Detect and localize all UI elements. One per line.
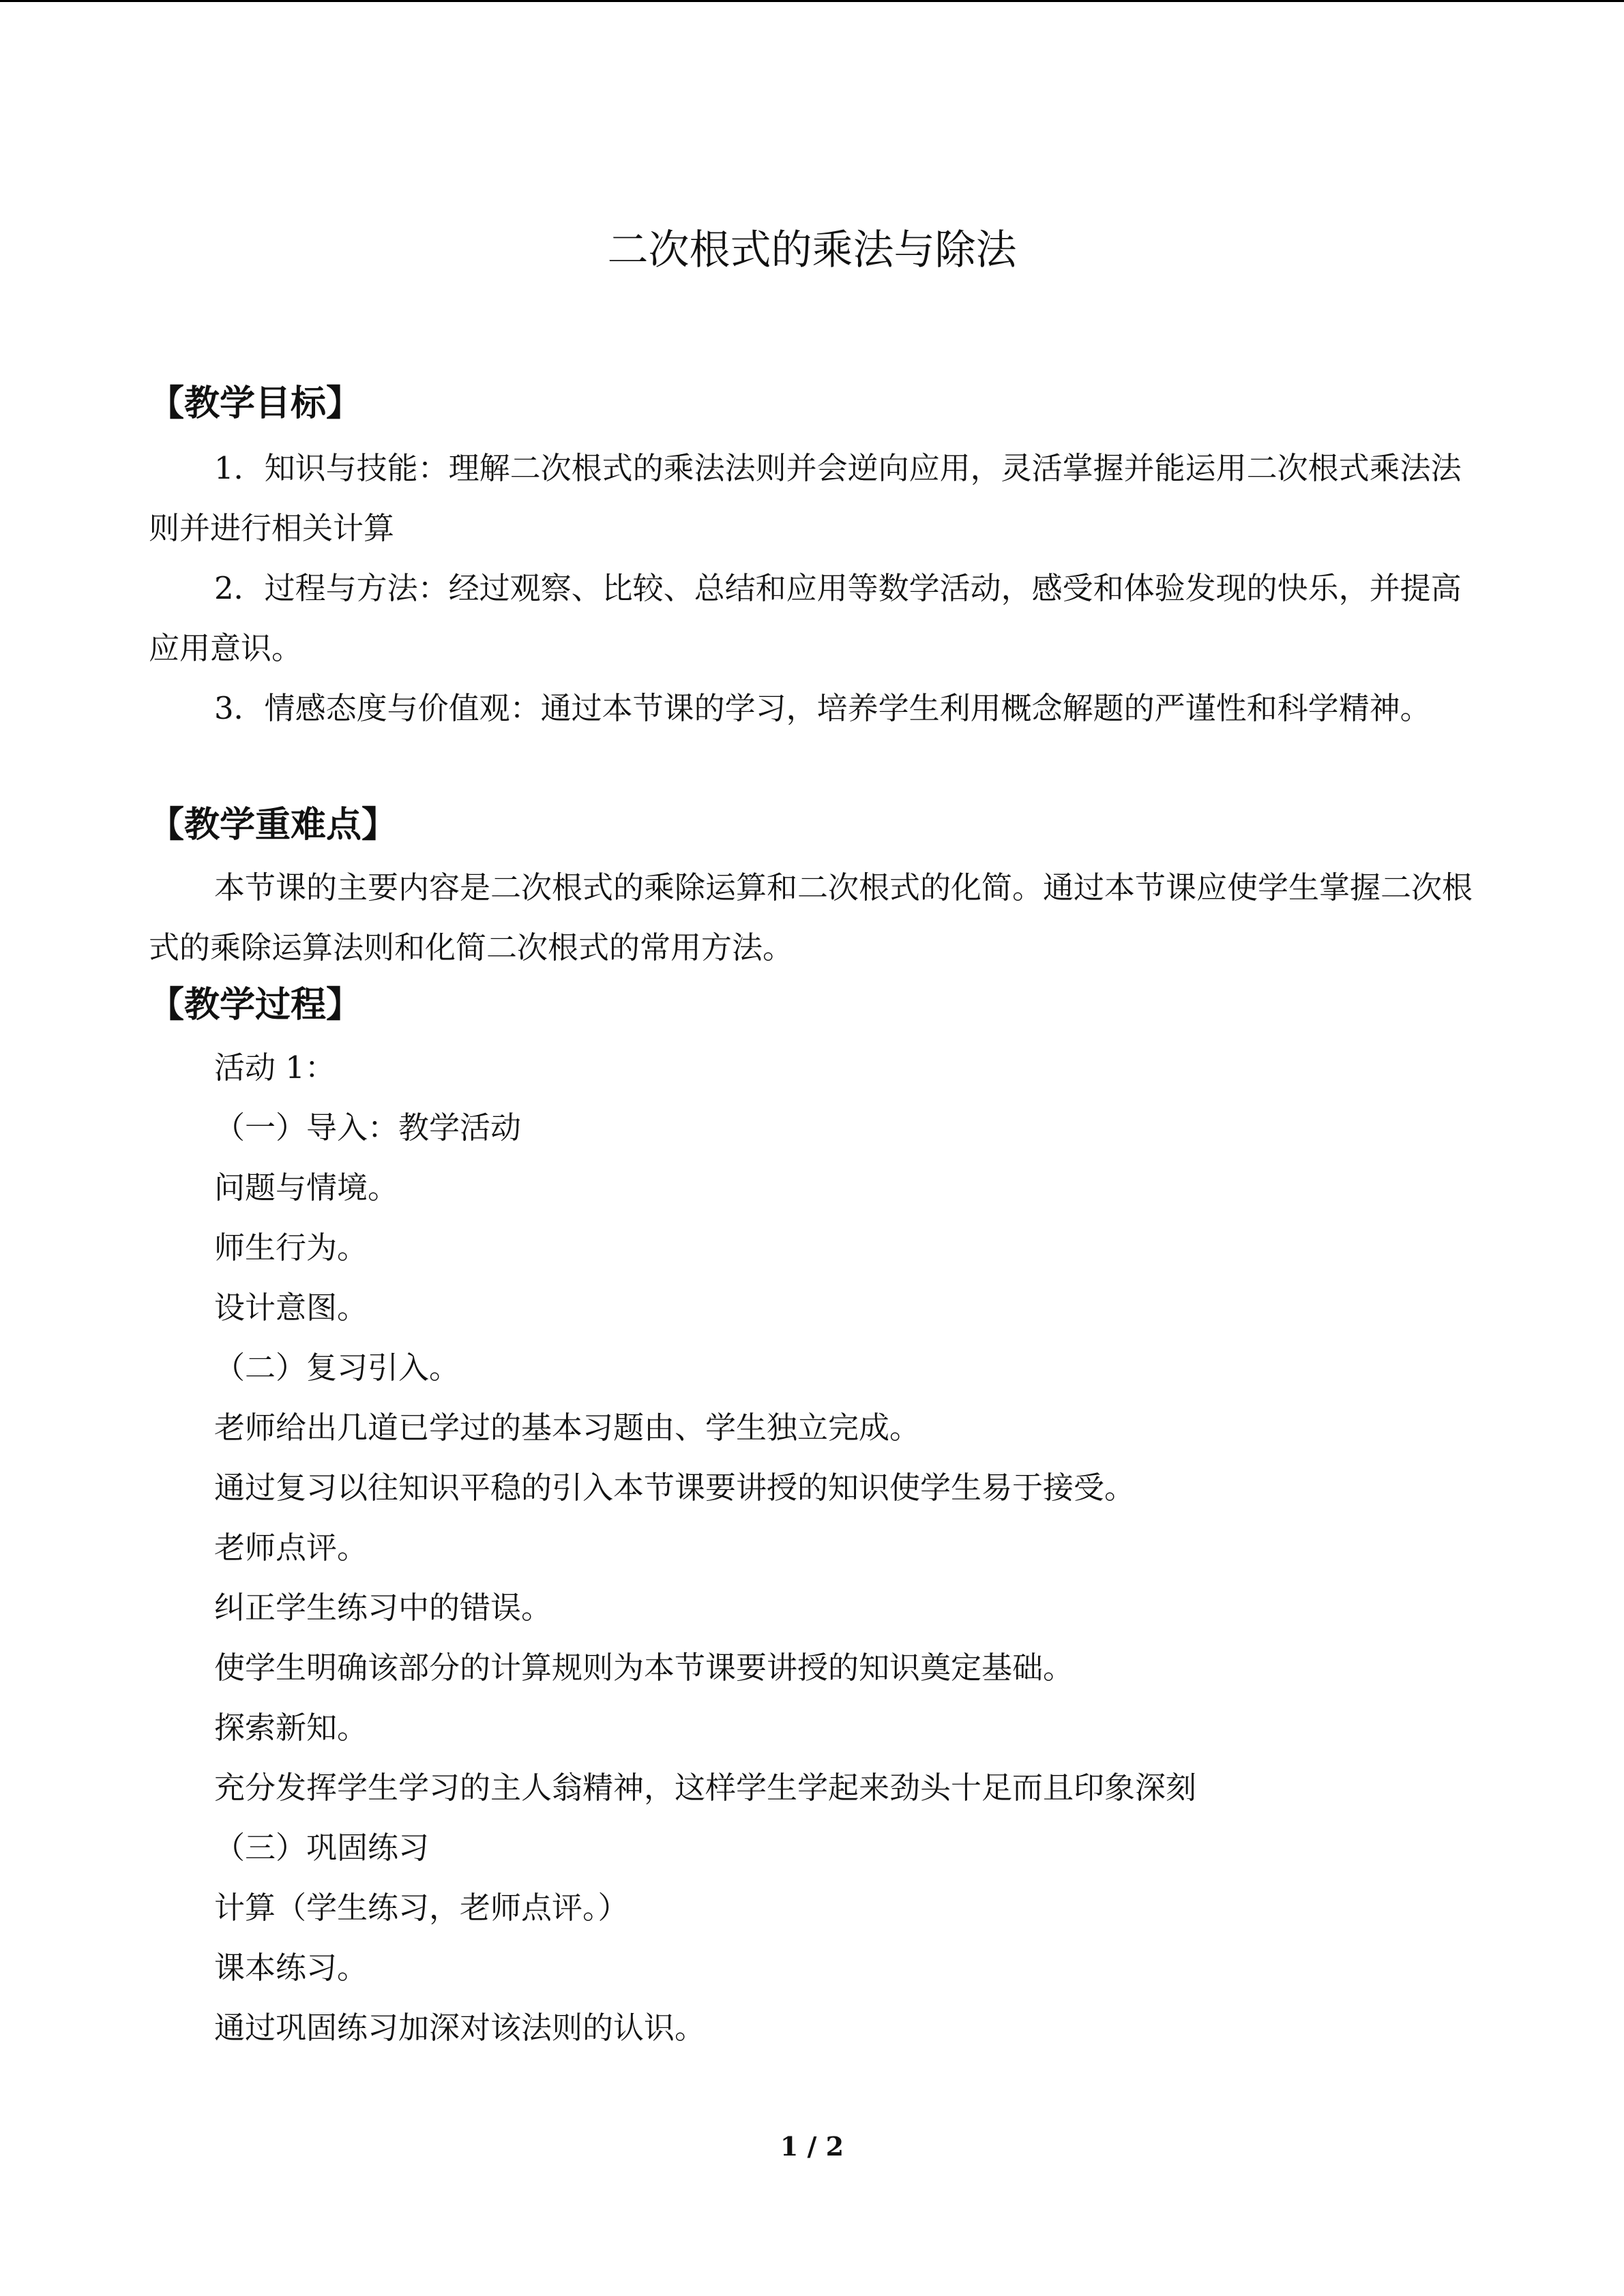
process-line: 老师点评。 — [214, 1530, 368, 1566]
process-line: 探索新知。 — [214, 1710, 368, 1746]
process-line: 课本练习。 — [214, 1950, 368, 1986]
process-line: 老师给出几道已学过的基本习题由、学生独立完成。 — [214, 1410, 921, 1446]
process-line: 问题与情境。 — [214, 1169, 399, 1206]
process-line: 活动 1： — [214, 1049, 336, 1086]
page-title: 二次根式的乘法与除法 — [607, 226, 1017, 274]
process-line: （一）导入：教学活动 — [214, 1109, 522, 1146]
process-line: 纠正学生练习中的错误。 — [214, 1590, 552, 1626]
process-line: 使学生明确该部分的计算规则为本节课要讲授的知识奠定基础。 — [214, 1650, 1074, 1686]
process-line: （三）巩固练习 — [214, 1830, 430, 1866]
page-top-border — [0, 0, 1624, 2]
process-line: 通过巩固练习加深对该法则的认识。 — [214, 2010, 706, 2046]
process-line: （二）复习引入。 — [214, 1350, 460, 1386]
process-line: 通过复习以往知识平稳的引入本节课要讲授的知识使学生易于接受。 — [214, 1470, 1136, 1506]
section-heading-key-points: 【教学重难点】 — [149, 805, 398, 846]
objective-item-1: 1．知识与技能：理解二次根式的乘法法则并会逆向应用，灵活掌握并能运用二次根式乘法法则并进行相关计算 — [149, 450, 1462, 546]
section-heading-objectives: 【教学目标】 — [149, 383, 362, 424]
key-points-paragraph: 本节课的主要内容是二次根式的乘除运算和二次根式的化简。通过本节课应使学生掌握二次根式的乘除运算法则和化简二次根式的常用方法。 — [149, 869, 1473, 966]
process-line: 计算（学生练习，老师点评。） — [214, 1890, 629, 1926]
process-line: 师生行为。 — [214, 1229, 368, 1266]
section-heading-process: 【教学过程】 — [149, 985, 362, 1026]
page-number: 1 / 2 — [780, 2131, 844, 2162]
process-line: 充分发挥学生学习的主人翁精神，这样学生学起来劲头十足而且印象深刻 — [214, 1770, 1197, 1806]
objective-item-2: 2．过程与方法：经过观察、比较、总结和应用等数学活动，感受和体验发现的快乐，并提高应用意识。 — [149, 570, 1462, 666]
objective-item-3: 3．情感态度与价值观：通过本节课的学习，培养学生利用概念解题的严谨性和科学精神。 — [214, 690, 1431, 726]
process-line: 设计意图。 — [214, 1289, 368, 1326]
